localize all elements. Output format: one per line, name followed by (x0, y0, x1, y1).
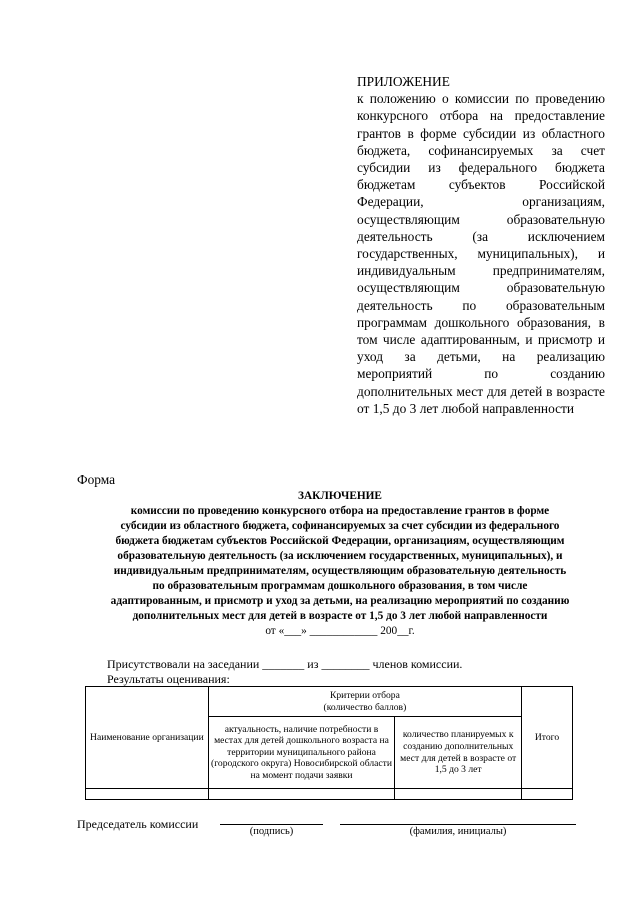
heading-line: по образовательным программам дошкольного образования, в том числе (152, 580, 528, 592)
total-header: Итого (522, 687, 573, 789)
name-line (340, 824, 576, 825)
appendix-text: к положению о комиссии по проведению конкурсного отбора на предоставление грантов в форме субсидии из областного бюджета, софинансируемых за счет субсидии из федерального бюджета бюджетам субъектов Российской Федерации, организациям, осуществляющим образовательную деятельность (за исключением государственных, муниципальных), и индивидуальным предпринимателям, осуществляющим образовательную деятельность по образовательным программам дошкольного образования, в том числе адаптированным, и присмотр и уход за детьми, на реализацию мероприятий по созданию дополнительных мест для детей в возрасте от 1,5 до 3 лет любой направленности (357, 91, 605, 416)
org-name-header: Наименование организации (86, 687, 209, 789)
criterion-places-count: количество планируемых к созданию дополнительных мест для детей в возрасте от 1,5 до 3 лет (395, 717, 522, 789)
form-label: Форма (77, 472, 116, 487)
table-cell (208, 789, 395, 800)
results-table (85, 686, 573, 800)
results-label: Результаты оценивания: (107, 672, 230, 686)
heading-line: дополнительных мест для детей в возрасте от 1,5 до 3 лет любой направленности (132, 610, 548, 622)
criteria-title: Критерии отбора (329, 689, 400, 701)
heading-line: бюджета бюджетам субъектов Российской Федерации, организациям, осуществляющим (115, 535, 565, 547)
heading-line: субсидии из областного бюджета, софинансируемых за счет субсидии из федерального (120, 520, 560, 532)
criterion-relevance: актуальность, наличие потребности в местах для детей дошкольного возраста на территории муниципального района (городского округа) Новосибирской области на момент подачи заявки (208, 717, 395, 789)
heading-line: комиссии по проведению конкурсного отбора на предоставление грантов в форме (130, 505, 550, 517)
document-title: ЗАКЛЮЧЕНИЕ (298, 490, 382, 502)
document-heading (70, 489, 610, 639)
signature-caption: (подпись) (249, 826, 294, 837)
criteria-subtitle: (количество баллов) (323, 701, 407, 713)
appendix-title: ПРИЛОЖЕНИЕ (357, 74, 450, 89)
table-cell (522, 789, 573, 800)
heading-line: адаптированным, и присмотр и уход за детьми, на реализацию мероприятий по созданию (110, 595, 570, 607)
table-cell (395, 789, 522, 800)
heading-line: индивидуальным предпринимателям, осуществляющим образовательную деятельность (113, 565, 567, 577)
chairman-label: Председатель комиссии (77, 817, 199, 831)
criteria-header (208, 687, 521, 717)
appendix-block (357, 73, 605, 417)
heading-line: образовательную деятельность (за исключением государственных, муниципальных), и (117, 550, 563, 562)
signature-line (220, 824, 323, 825)
attendance-line: Присутствовали на заседании _______ из ________ членов комиссии. (107, 657, 463, 671)
date-line: от «___» ____________ 200__г. (265, 625, 415, 637)
table-cell (86, 789, 209, 800)
name-caption: (фамилия, инициалы) (409, 826, 507, 837)
